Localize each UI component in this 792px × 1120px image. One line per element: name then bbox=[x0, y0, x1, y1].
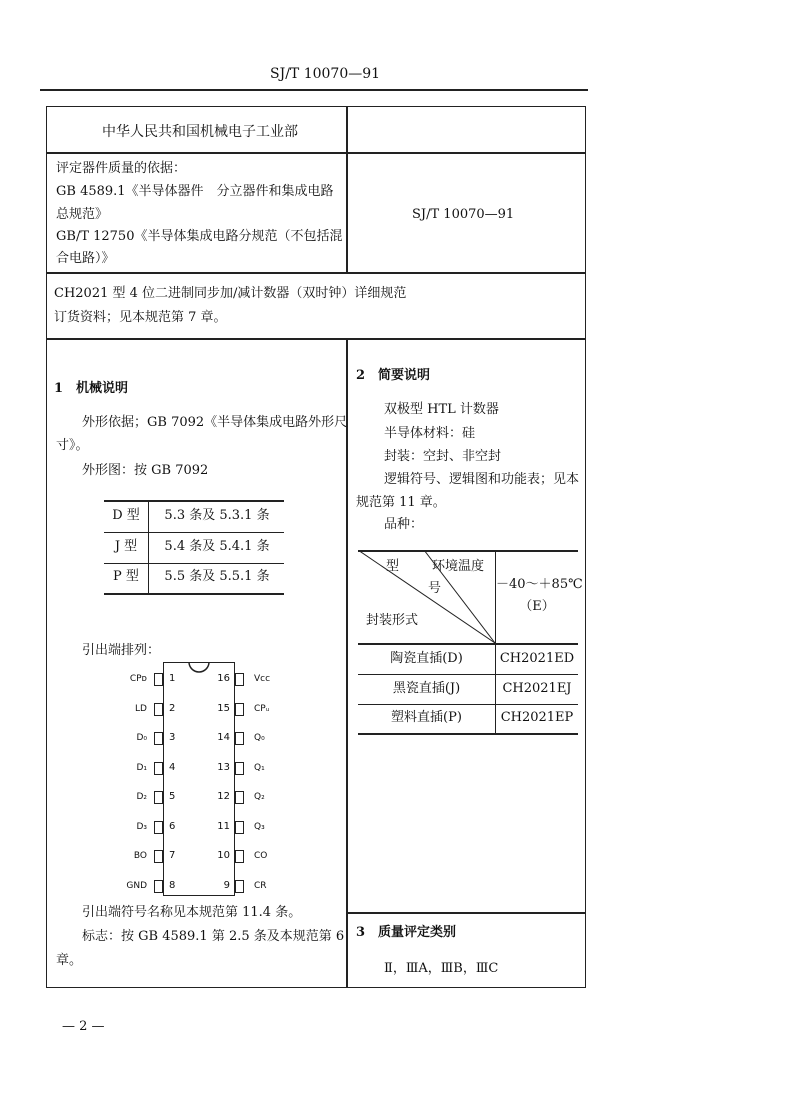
pin-left-2 bbox=[154, 703, 163, 716]
pin-number-right: 14 bbox=[217, 732, 230, 743]
marking-line-1: 标志：按 GB 4589.1 第 2.5 条及本规范第 6 bbox=[82, 929, 345, 944]
pkg-type-d: D 型 bbox=[112, 508, 140, 523]
pin-number-left: 6 bbox=[169, 820, 176, 832]
pkg-clause-p: 5.5 条及 5.5.1 条 bbox=[164, 569, 270, 584]
temp-code: （E） bbox=[519, 599, 555, 614]
var-table-rule-bottom bbox=[358, 733, 578, 735]
header-rule bbox=[40, 89, 588, 91]
var-table-rule-2 bbox=[358, 704, 578, 705]
pin-name-left: D₀ bbox=[136, 733, 147, 743]
lower-divider-vertical bbox=[346, 338, 348, 988]
diag-num: 号 bbox=[428, 581, 442, 596]
pkg-table-divider bbox=[148, 500, 149, 594]
pkg-type-j: J 型 bbox=[114, 539, 138, 554]
pin-left-4 bbox=[154, 762, 163, 775]
pin-number-left: 8 bbox=[169, 879, 176, 891]
pin-right-10 bbox=[235, 850, 244, 863]
rule-quality bbox=[346, 912, 586, 914]
pin-name-left: GND bbox=[126, 880, 147, 891]
pkg-table-rule-top bbox=[104, 500, 284, 502]
spec-title: CH2021 型 4 位二进制同步加/减计数器（双时钟）详细规范 bbox=[54, 286, 407, 301]
pin-name-left: CPᴅ bbox=[129, 674, 147, 684]
pin-left-3 bbox=[154, 732, 163, 745]
pin-left-5 bbox=[154, 791, 163, 804]
header-doc-code: SJ/T 10070—91 bbox=[270, 66, 381, 82]
pin-name-right: CPᵤ bbox=[254, 703, 270, 714]
temp-range: －40～＋85℃ bbox=[496, 577, 583, 592]
pin-name-right: Q₁ bbox=[254, 762, 265, 773]
section-2-heading: 2 简要说明 bbox=[356, 368, 431, 383]
basis-line-4: GB/T 12750《半导体集成电路分规范（不包括混 bbox=[56, 229, 343, 244]
pin-name-right: Q₂ bbox=[254, 792, 265, 802]
top-divider-vertical bbox=[346, 106, 348, 272]
pin-name-right: CO bbox=[254, 851, 268, 861]
pkg-clause-d: 5.3 条及 5.3.1 条 bbox=[164, 508, 270, 523]
pin-name-left: D₁ bbox=[136, 762, 147, 773]
row-model-j: CH2021EJ bbox=[502, 681, 572, 696]
pin-number-right: 16 bbox=[217, 673, 230, 684]
section-3-heading: 3 质量评定类别 bbox=[356, 925, 457, 940]
diag-type: 型 bbox=[386, 559, 400, 574]
pin-number-left: 4 bbox=[169, 761, 176, 773]
outline-drawing: 外形图：按 GB 7092 bbox=[82, 463, 209, 478]
pin-number-left: 7 bbox=[169, 850, 176, 861]
outline-basis-line-2: 寸》。 bbox=[56, 438, 89, 453]
pin-right-14 bbox=[235, 732, 244, 745]
pinout-label: 引出端排列： bbox=[82, 643, 161, 658]
pin-right-15 bbox=[235, 703, 244, 716]
pkg-table-rule-bottom bbox=[104, 593, 284, 595]
pin-number-right: 10 bbox=[217, 850, 230, 861]
order-info: 订货资料；见本规范第 7 章。 bbox=[54, 310, 227, 325]
basis-line-1: 评定器件质量的依据： bbox=[56, 161, 187, 176]
dip-notch bbox=[188, 661, 210, 673]
pin-left-8 bbox=[154, 880, 163, 893]
pin-number-left: 2 bbox=[169, 702, 176, 714]
var-table-rule-1 bbox=[358, 674, 578, 675]
pin-number-left: 1 bbox=[169, 673, 176, 684]
pin-name-left: D₂ bbox=[136, 792, 147, 802]
row-model-p: CH2021EP bbox=[500, 710, 574, 725]
basis-line-5: 合电路）》 bbox=[56, 251, 115, 266]
pin-number-right: 9 bbox=[223, 879, 230, 891]
pin-right-13 bbox=[235, 762, 244, 775]
row-pkg-d: 陶瓷直插(D) bbox=[390, 651, 463, 666]
variety-label: 品种： bbox=[384, 517, 424, 532]
diag-pkg: 封装形式 bbox=[366, 613, 419, 628]
pin-name-right: Q₀ bbox=[254, 733, 265, 743]
pin-name-right: Q₃ bbox=[254, 821, 265, 832]
pin-number-right: 15 bbox=[217, 702, 230, 714]
page-number: — 2 — bbox=[62, 1019, 105, 1034]
basis-line-3: 总规范》 bbox=[56, 207, 109, 222]
basis-line-2: GB 4589.1《半导体器件 分立器件和集成电路 bbox=[56, 184, 334, 199]
brief-line-3: 封装：空封、非空封 bbox=[384, 449, 502, 464]
outline-basis-line-1: 外形依据；GB 7092《半导体集成电路外形尺 bbox=[82, 415, 348, 430]
box-doc-code: SJ/T 10070—91 bbox=[412, 207, 515, 222]
pin-number-right: 11 bbox=[217, 820, 230, 832]
pin-name-right: CR bbox=[254, 880, 267, 891]
pin-number-right: 13 bbox=[217, 761, 230, 773]
pin-name-left: D₃ bbox=[136, 821, 147, 832]
pin-right-9 bbox=[235, 880, 244, 893]
row-pkg-j: 黑瓷直插(J) bbox=[392, 681, 461, 696]
rule-title bbox=[46, 338, 586, 340]
brief-line-wrap: 规范第 11 章。 bbox=[356, 495, 446, 510]
row-pkg-p: 塑料直插(P) bbox=[391, 710, 462, 725]
pin-right-11 bbox=[235, 821, 244, 834]
pin-left-6 bbox=[154, 821, 163, 834]
ministry-name: 中华人民共和国机械电子工业部 bbox=[102, 124, 298, 140]
brief-line-2: 半导体材料：硅 bbox=[384, 426, 476, 441]
brief-line-1: 双极型 HTL 计数器 bbox=[384, 402, 499, 417]
pin-number-right: 12 bbox=[217, 791, 230, 802]
brief-line-4: 逻辑符号、逻辑图和功能表；见本 bbox=[384, 472, 580, 487]
quality-categories: Ⅱ，ⅢA，ⅢB，ⅢC bbox=[384, 961, 499, 976]
pin-number-left: 3 bbox=[169, 732, 176, 743]
pin-names-note: 引出端符号名称见本规范第 11.4 条。 bbox=[82, 905, 302, 920]
rule-basis bbox=[46, 272, 586, 274]
pin-right-12 bbox=[235, 791, 244, 804]
pin-name-left: BO bbox=[133, 851, 147, 861]
pin-number-left: 5 bbox=[169, 791, 176, 802]
section-1-heading: 1 机械说明 bbox=[54, 381, 129, 396]
row-model-d: CH2021ED bbox=[499, 651, 575, 666]
pin-right-16 bbox=[235, 673, 244, 686]
pin-left-1 bbox=[154, 673, 163, 686]
pin-left-7 bbox=[154, 850, 163, 863]
pin-name-right: Vcc bbox=[254, 674, 271, 684]
pkg-type-p: P 型 bbox=[113, 569, 139, 584]
pkg-table-rule-1 bbox=[104, 532, 284, 533]
pkg-clause-j: 5.4 条及 5.4.1 条 bbox=[164, 539, 270, 554]
pin-name-left: LD bbox=[135, 703, 147, 714]
diag-temp: 环境温度 bbox=[432, 559, 485, 574]
pkg-table-rule-2 bbox=[104, 563, 284, 564]
rule-ministry bbox=[46, 152, 586, 154]
marking-line-2: 章。 bbox=[56, 953, 83, 968]
